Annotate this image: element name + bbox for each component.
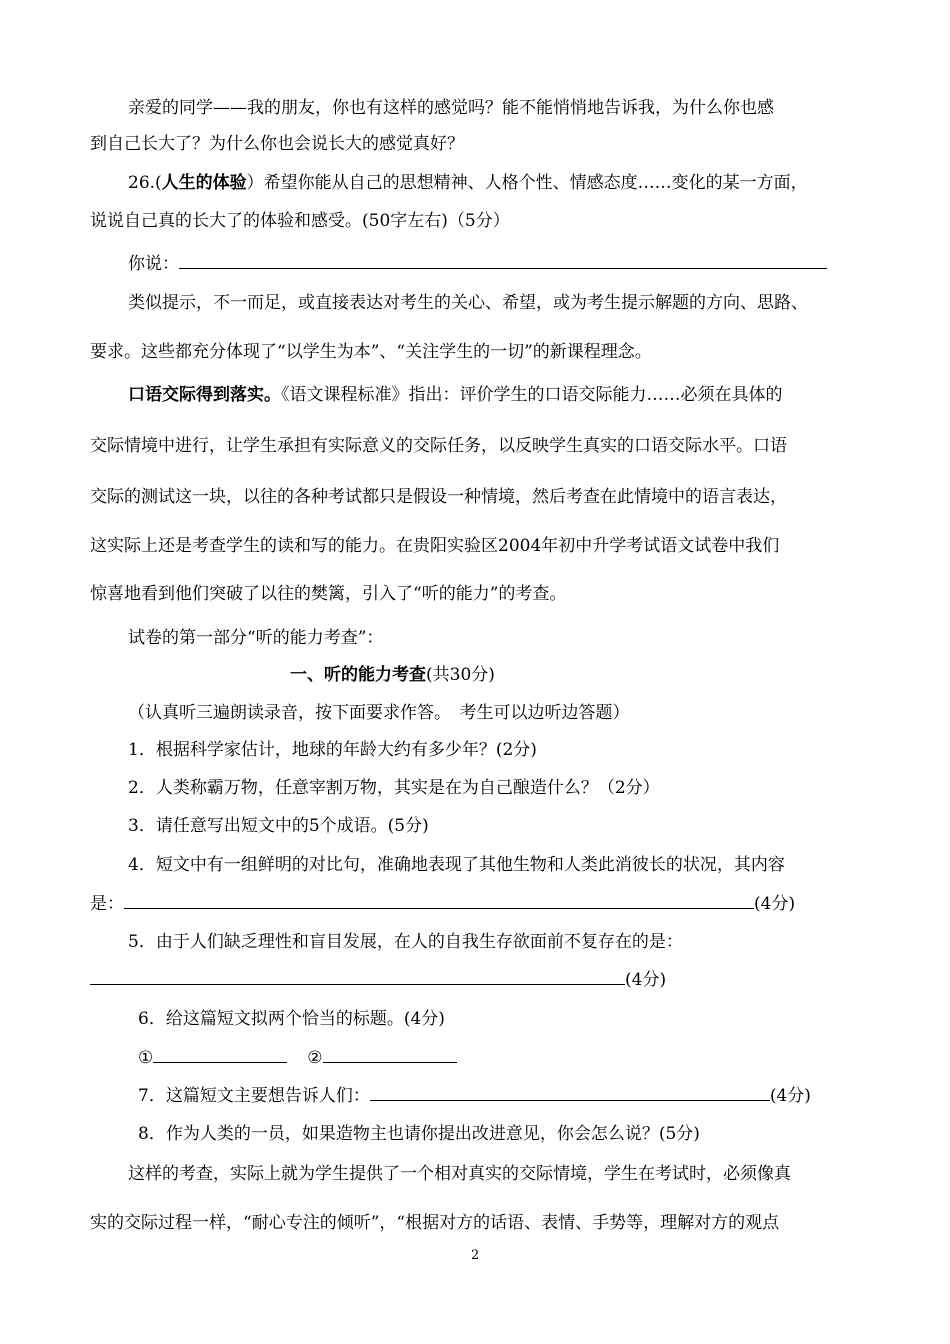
paragraph-2-heading: 口语交际得到落实。 [128,385,281,405]
paragraph-2-line-2: 交际情境中进行，让学生承担有实际意义的交际任务，以反映学生真实的口语交际水平。口语 [90,436,787,456]
question-26-topic: 人生的体验 [161,173,247,193]
q6-answer-blank-1 [153,1046,287,1063]
paragraph-3-line-1: 这样的考查，实际上就为学生提供了一个相对真实的交际情境，学生在考试时，必须像真 [128,1164,791,1184]
question-26-prompt: ）希望你能从自己的思想精神、人格个性、情感态度……变化的某一方面， [246,173,808,193]
exam-question-2: 2．人类称霸万物，任意宰割万物，其实是在为自己酿造什么？（2分） [128,778,660,798]
intro-line-1: 亲爱的同学——我的朋友，你也有这样的感觉吗？能不能悄悄地告诉我，为什么你也感 [128,98,774,118]
paragraph-3-line-2: 实的交际过程一样，“耐心专注的倾听”，“根据对方的话语、表情、手势等，理解对方的观点 [90,1213,780,1233]
exam-intro: 试卷的第一部分“听的能力考查”： [128,628,384,648]
q4-answer-label: 是： [90,894,124,914]
exam-question-6: 6．给这篇短文拟两个恰当的标题。(4分) [138,1009,445,1029]
exam-question-5-answer [90,968,666,991]
exam-section-score: (共30分) [426,665,495,685]
q6-mark-2: ② [307,1048,323,1068]
exam-question-3: 3．请任意写出短文中的5个成语。(5分) [128,816,429,836]
q7-label: 7．这篇短文主要想告诉人们： [138,1086,370,1106]
answer-blank [179,252,827,269]
page-number: 2 [471,1248,480,1263]
exam-section-title [290,664,495,686]
exam-section-title-bold: 一、听的能力考查 [290,665,426,685]
paragraph-2-line-1 [128,384,783,406]
exam-question-8: 8．作为人类的一员，如果造物主也请你提出改进意见，你会怎么说？(5分) [138,1124,700,1144]
paragraph-2-line-1-text: 《语文课程标准》指出：评价学生的口语交际能力……必须在具体的 [281,385,783,405]
paragraph-2-line-4: 这实际上还是考查学生的读和写的能力。在贵阳实验区2004年初中升学考试语文试卷中我们 [90,536,780,556]
intro-line-2: 到自己长大了？为什么你也会说长大的感觉真好？ [90,134,464,154]
question-26-line-1 [128,172,808,194]
paragraph-2-line-3: 交际的测试这一块，以往的各种考试都只是假设一种情境，然后考查在此情境中的语言表达， [90,487,787,507]
question-26-line-2: 说说自己真的长大了的体验和感受。(50字左右)（5分） [90,211,510,231]
exam-question-7 [138,1084,811,1107]
q7-score: (4分) [769,1086,811,1106]
exam-question-5-line-1: 5．由于人们缺乏理性和盲目发展，在人的自我生存欲面前不复存在的是： [128,932,683,952]
q6-mark-1: ① [138,1048,154,1068]
question-26-number: 26.( [128,173,162,193]
exam-question-4-line-1: 4．短文中有一组鲜明的对比句，准确地表现了其他生物和人类此消彼长的状况，其内容 [128,855,785,875]
paragraph-1-line-1: 类似提示，不一而足，或直接表达对考生的关心、希望，或为考生提示解题的方向、思路、 [128,293,808,313]
exam-question-1: 1．根据科学家估计，地球的年龄大约有多少年？(2分) [128,740,537,760]
q5-answer-blank [90,968,625,985]
exam-question-6-blanks [138,1046,457,1069]
exam-question-4-answer [90,892,795,915]
q5-score: (4分) [625,970,667,990]
q4-score: (4分) [754,894,796,914]
q6-answer-blank-2 [323,1046,457,1063]
exam-instruction: （认真听三遍朗读录音，按下面要求作答。 考生可以边听边答题） [128,703,630,723]
q7-answer-blank [370,1084,770,1101]
paragraph-1-line-2: 要求。这些都充分体现了“以学生为本”、“关注学生的一切”的新课程理念。 [90,342,652,362]
answer-label: 你说： [128,254,179,274]
q4-answer-blank [124,892,754,909]
paragraph-2-line-5: 惊喜地看到他们突破了以往的樊篱，引入了“听的能力”的考查。 [90,584,567,604]
question-26-answer [128,252,827,275]
